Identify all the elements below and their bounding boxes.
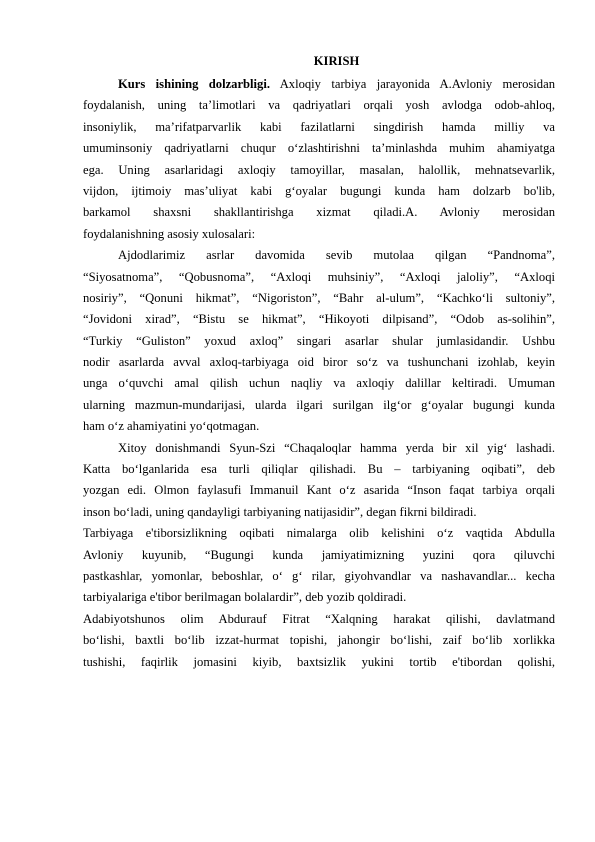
paragraph-line: foydalanish, uning ta’limotlari va qadriyatlari orqali yosh avlodga odob-ahloq,: [83, 98, 555, 113]
paragraph-line: “Jovidoni xirad”, “Bistu se hikmat”, “Hikoyoti dilpisand”, “Odob as-solihin”,: [83, 312, 555, 327]
paragraph-line: inson bo‘ladi, uning qandayligi tarbiyaning natijasidir”, degan fikrni bildiradi.: [83, 504, 477, 519]
paragraph-avloniy-warning: [83, 523, 555, 609]
paragraph-line: ega. Uning asarlaridagi axloqiy tamoyillar, masalan, halollik, mehnatsevarlik,: [83, 162, 555, 177]
paragraph-line: insoniylik, ma’rifatparvarlik kabi fazilatlarni singdirish hamda milliy va: [83, 119, 555, 134]
paragraph-line: ularning mazmun-mundarijasi, ularda ilgari surilgan ilg‘or g‘oyalar bugungi kunda: [83, 397, 555, 412]
paragraph-relevance: [83, 74, 555, 245]
paragraph-line: Adabiyotshunos olim Abdurauf Fitrat “Xalqning harakat qilishi, davlatmand: [83, 611, 555, 626]
paragraph-line: umuminsoniy qadriyatlarni chuqur o‘zlashtirishni ta’minlashda muhim ahamiyatga: [83, 141, 555, 156]
paragraph-line: nodir asarlarda avval axloq-tarbiyaga oid biror so‘z va tushunchani izohlab, keyin: [83, 355, 555, 370]
paragraph-line: “Turkiy “Guliston” yoxud axloq” singari asarlar shular jumlasidandir. Ushbu: [83, 333, 555, 348]
paragraph-line: [118, 74, 555, 95]
paragraph-line: Tarbiyaga e'tiborsizlikning oqibati nimalarga olib kelishini o‘z vaqtida Abdulla: [83, 526, 555, 541]
paragraph-line: foydalanishning asosiy xulosalari:: [83, 226, 256, 241]
paragraph-line: tushishi, faqirlik jomasini kiyib, baxtsizlik yukini tortib e'tibordan qolishi,: [83, 654, 555, 669]
paragraph-line: Xitoy donishmandi Syun-Szi “Chaqaloqlar hamma yerda bir xil yig‘ lashadi.: [118, 440, 555, 455]
paragraph-line: Katta bo‘lganlarida esa turli qiliqlar qilishadi. Bu – tarbiyaning oqibati”, deb: [83, 462, 555, 477]
paragraph-line: bo‘lishi, baxtli bo‘lib izzat-hurmat topishi, jahongir bo‘lishi, zaif bo‘lib xorlikka: [83, 633, 555, 648]
paragraph-line: nosiriy”, “Qonuni hikmat”, “Nigoriston”, “Bahr al-ulum”, “Kachko‘li sultoniy”,: [83, 290, 555, 305]
paragraph-line: vijdon, ijtimoiy mas’uliyat kabi g‘oyalar bugungi kunda ham dolzarb bo'lib,: [83, 183, 555, 198]
paragraph-line: Avloniy kuyunib, “Bugungi kunda jamiyatimizning yuzini qora qiluvchi: [83, 547, 555, 562]
document-page: [83, 53, 555, 673]
paragraph-line: ham o‘z ahamiyatini yo‘qotmagan.: [83, 419, 260, 434]
paragraph-quotes: [83, 438, 555, 524]
section-lead-heading: Kurs ishining dolzarbligi.: [118, 77, 270, 91]
paragraph-line: pastkashlar, yomonlar, beboshlar, o‘ g‘ rilar, giyohvandlar va nashavandlar... kecha: [83, 568, 555, 583]
paragraph-line: Ajdodlarimiz asrlar davomida sevib mutolaa qilgan “Pandnoma”,: [118, 248, 555, 263]
paragraph-line: yozgan edi. Olmon faylasufi Immanuil Kant o‘z asarida “Inson faqat tarbiya orqali: [83, 483, 555, 498]
paragraph-line: barkamol shaxsni shakllantirishga xizmat qiladi.A. Avloniy merosidan: [83, 205, 555, 220]
paragraph-line: unga o‘quvchi amal qilish uchun naqliy va axloqiy dalillar keltiradi. Umuman: [83, 376, 555, 391]
paragraph-fitrat: [83, 609, 555, 673]
paragraph-ancestral-works: [83, 245, 555, 438]
paragraph-line: “Siyosatnoma”, “Qobusnoma”, “Axloqi muhsiniy”, “Axloqi jaloliy”, “Axloqi: [83, 269, 555, 284]
paragraph-text: Axloqiy tarbiya jarayonida A.Avloniy merosidan: [270, 77, 555, 91]
page-title: KIRISH: [313, 54, 360, 68]
paragraph-line: tarbiyalariga e'tibor berilmagan bolalardir”, deb yozib qoldiradi.: [83, 590, 407, 605]
